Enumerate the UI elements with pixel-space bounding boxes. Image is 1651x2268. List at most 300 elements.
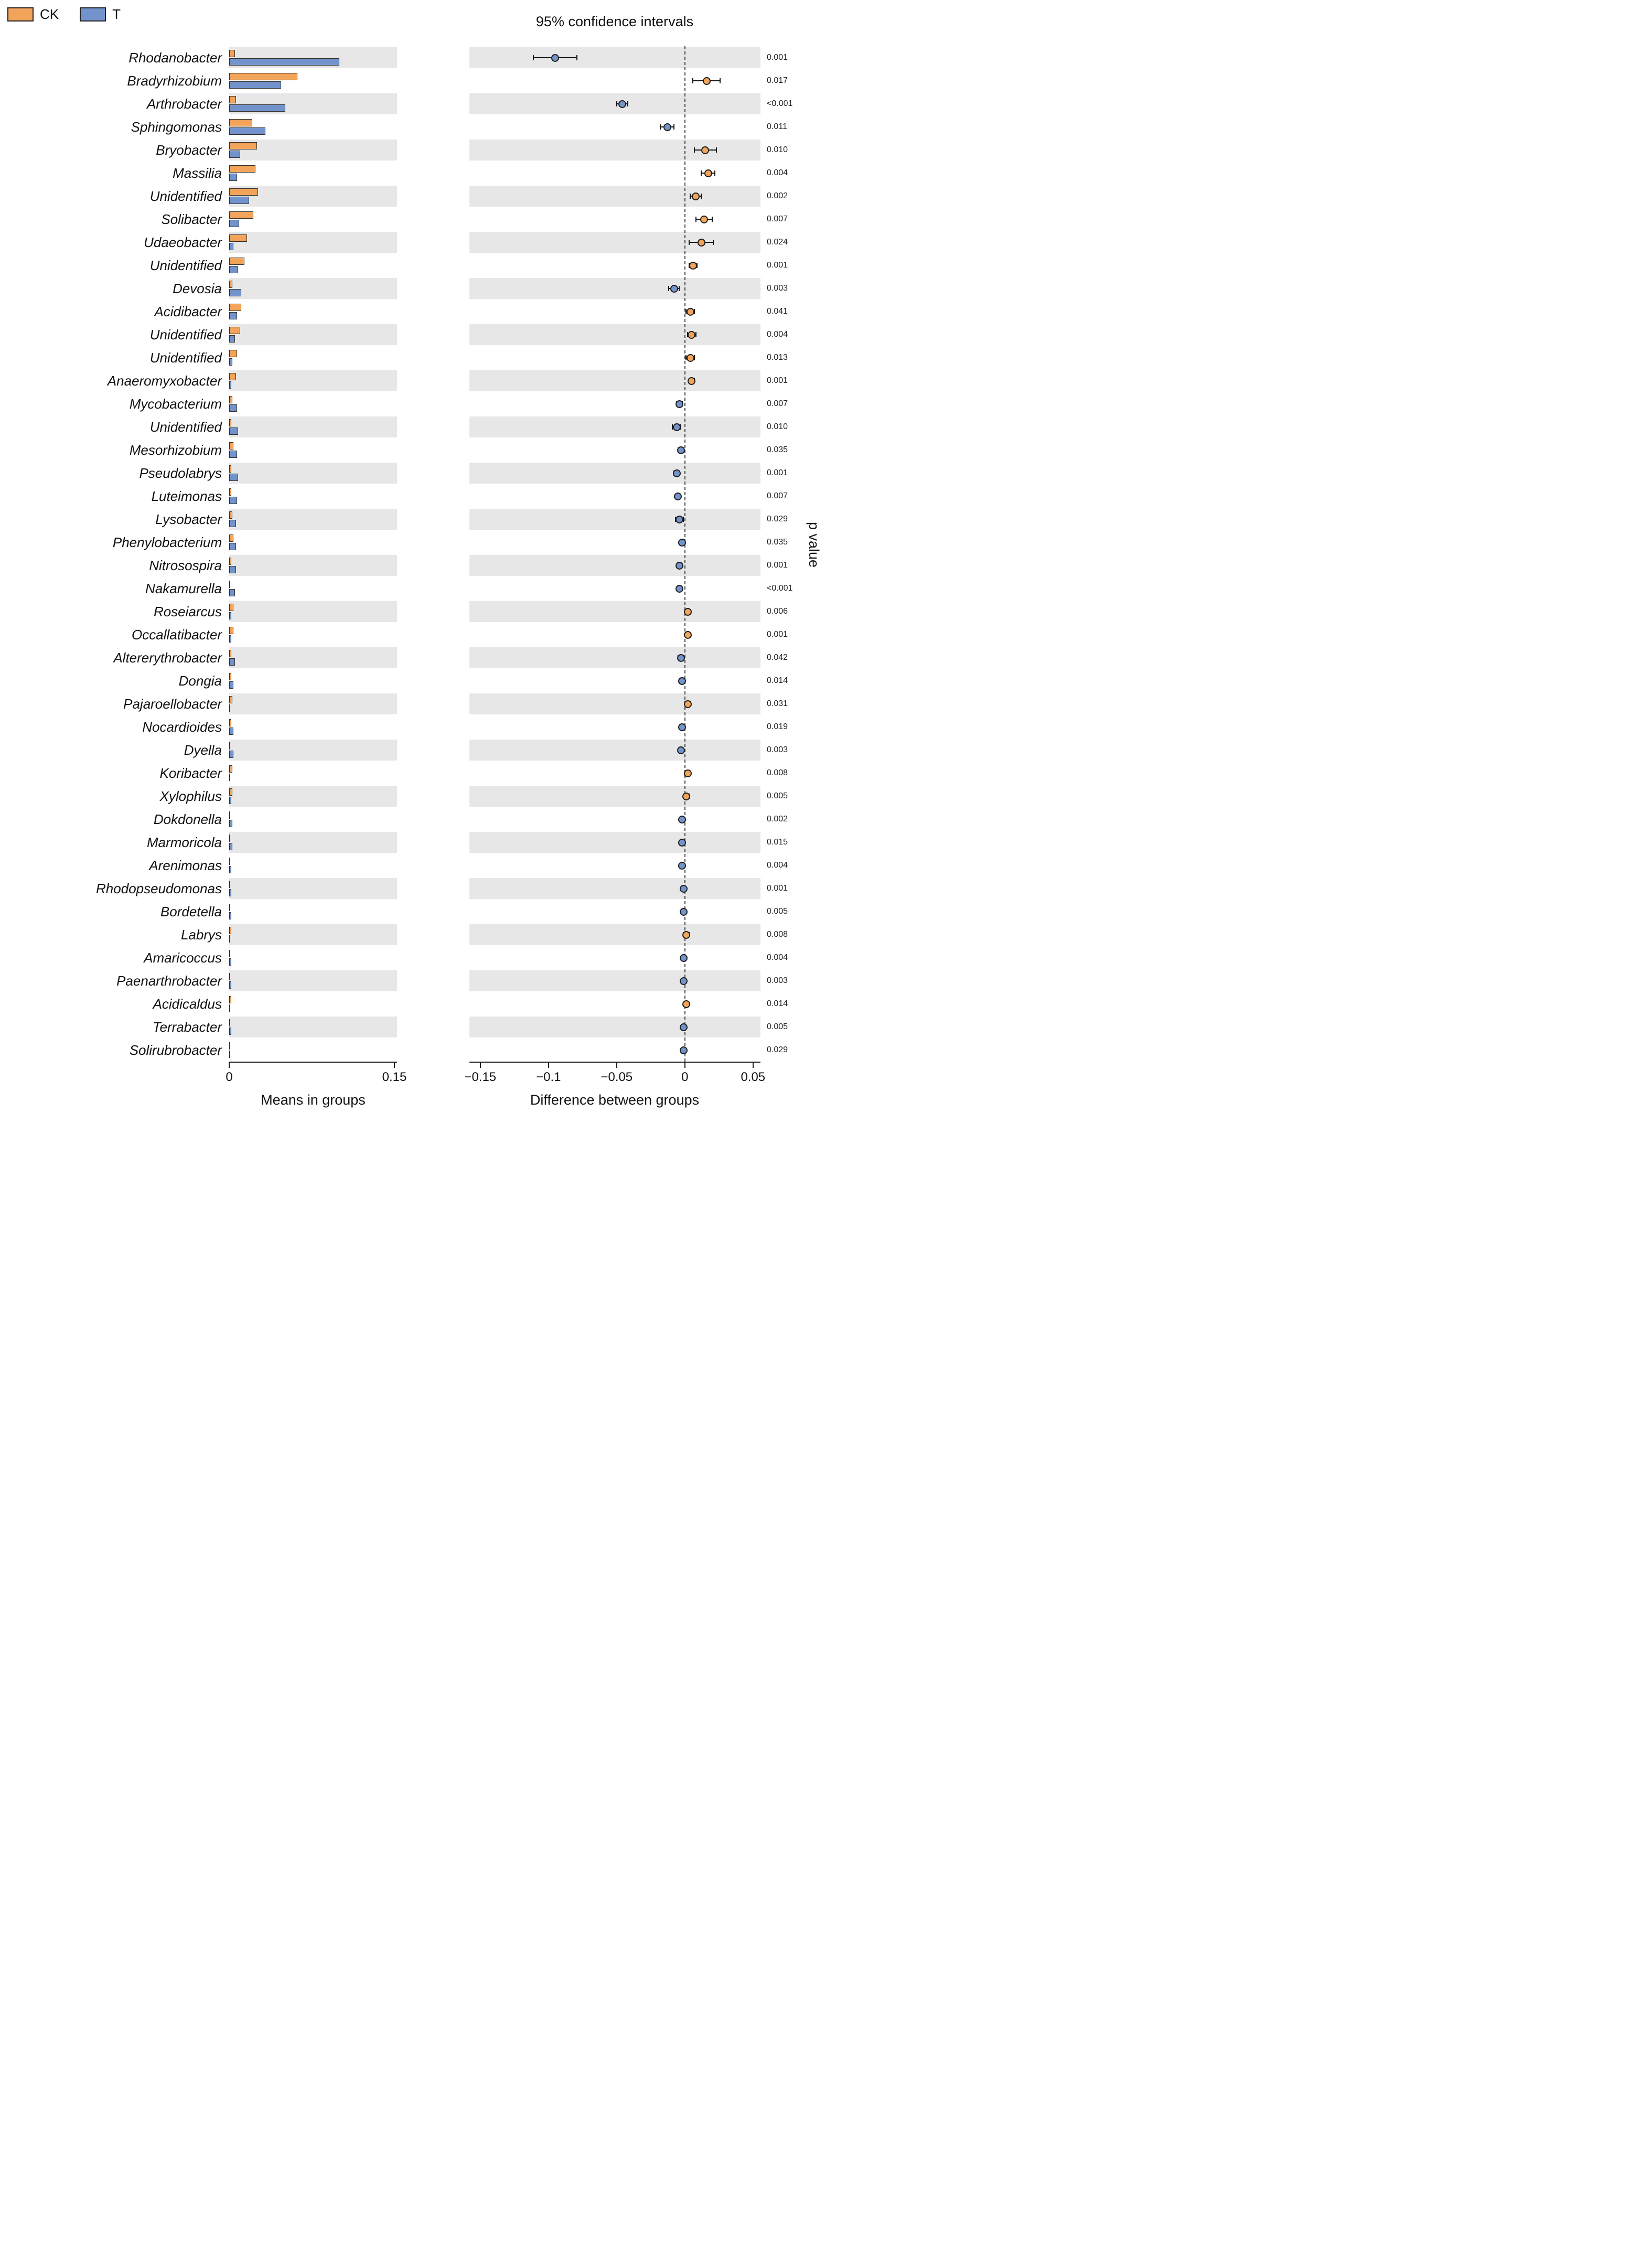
difference-dot: [676, 400, 683, 408]
row-band-right: [469, 740, 760, 761]
t-mean-bar: [229, 427, 238, 435]
t-mean-bar: [229, 774, 230, 781]
taxon-label: Bradyrhizobium: [127, 73, 222, 89]
row-band-right: [469, 1017, 760, 1037]
difference-axis-tick-label: −0.1: [536, 1070, 561, 1084]
p-value: 0.013: [767, 353, 788, 362]
taxon-label: Dyella: [184, 742, 222, 758]
row-band-right: [469, 463, 760, 484]
ck-mean-bar: [229, 604, 233, 611]
p-value: 0.017: [767, 76, 788, 85]
taxon-label: Rhodopseudomonas: [96, 881, 222, 896]
t-mean-bar: [229, 704, 230, 712]
ck-mean-bar: [229, 811, 230, 819]
stamp-extended-errorbar-figure: [0, 0, 826, 1134]
t-mean-bar: [229, 289, 241, 296]
means-axis-tick: [229, 1062, 230, 1068]
t-mean-bar: [229, 958, 231, 966]
difference-dot: [678, 723, 686, 731]
t-mean-bar: [229, 81, 281, 89]
difference-axis-tick: [548, 1062, 549, 1068]
difference-axis-tick-label: 0: [681, 1070, 689, 1084]
confidence-intervals-title: 95% confidence intervals: [535, 14, 694, 29]
p-value: 0.001: [767, 630, 788, 639]
t-mean-bar: [229, 451, 237, 458]
ck-mean-bar: [229, 950, 230, 957]
p-value: 0.011: [767, 122, 787, 131]
taxon-label: Marmoricola: [146, 835, 222, 850]
taxon-label: Roseiarcus: [153, 604, 222, 619]
ci-cap-right: [679, 286, 680, 291]
taxon-label: Unidentified: [149, 419, 222, 435]
row-band-right: [469, 186, 760, 207]
row-band-left: [229, 786, 397, 807]
row-band-left: [229, 647, 397, 668]
difference-dot: [687, 354, 694, 362]
difference-dot: [703, 77, 711, 85]
ck-mean-bar: [229, 881, 230, 888]
ck-mean-bar: [229, 142, 257, 149]
difference-dot: [704, 169, 712, 177]
ck-mean-bar: [229, 258, 244, 265]
t-mean-bar: [229, 681, 233, 689]
taxon-label: Mycobacterium: [129, 396, 222, 412]
ci-cap-left: [701, 170, 702, 176]
ck-mean-bar: [229, 719, 231, 726]
taxon-label: Sphingomonas: [131, 119, 222, 135]
t-mean-bar: [229, 935, 230, 943]
ck-mean-bar: [229, 581, 230, 588]
difference-dot: [688, 331, 695, 339]
ck-mean-bar: [229, 281, 232, 288]
taxon-label: Arenimonas: [149, 858, 222, 873]
t-mean-bar: [229, 174, 237, 181]
difference-dot: [700, 216, 708, 223]
taxon-label: Massilia: [173, 165, 222, 181]
row-band-left: [229, 693, 397, 714]
ci-cap-left: [695, 217, 696, 222]
ci-cap-right: [712, 217, 713, 222]
legend-t-swatch: [80, 7, 106, 22]
t-mean-bar: [229, 474, 238, 481]
taxon-label: Unidentified: [149, 350, 222, 366]
legend-ck-label: CK: [40, 6, 59, 22]
means-axis-title: Means in groups: [261, 1092, 366, 1108]
taxon-label: Bordetella: [160, 904, 222, 919]
difference-dot: [680, 885, 688, 893]
difference-axis-title: Difference between groups: [530, 1092, 700, 1108]
row-band-right: [469, 601, 760, 622]
chart-rows-area: [0, 46, 826, 1062]
means-axis-spine: [229, 1062, 397, 1063]
ck-mean-bar: [229, 835, 230, 842]
difference-dot: [680, 908, 688, 916]
row-band-left: [229, 601, 397, 622]
difference-axis-tick-label: 0.05: [741, 1070, 766, 1084]
t-mean-bar: [229, 658, 235, 666]
taxon-label: Koribacter: [159, 765, 222, 781]
p-value: 0.005: [767, 791, 788, 800]
ck-mean-bar: [229, 442, 233, 450]
difference-axis-tick: [616, 1062, 617, 1068]
taxon-label: Occallatibacter: [132, 627, 222, 643]
ck-mean-bar: [229, 765, 232, 773]
ck-mean-bar: [229, 927, 231, 934]
p-value: 0.014: [767, 999, 788, 1008]
t-mean-bar: [229, 589, 235, 596]
ci-cap-left: [690, 194, 691, 199]
p-value: 0.001: [767, 376, 788, 385]
row-band-right: [469, 970, 760, 991]
ck-mean-bar: [229, 650, 231, 657]
p-value: 0.001: [767, 468, 788, 477]
t-mean-bar: [229, 543, 236, 550]
difference-axis-spine: [469, 1062, 760, 1063]
ck-mean-bar: [229, 50, 235, 57]
ck-mean-bar: [229, 96, 236, 103]
p-value: 0.005: [767, 1022, 788, 1031]
t-mean-bar: [229, 520, 236, 527]
row-band-right: [469, 509, 760, 530]
ck-mean-bar: [229, 858, 230, 865]
row-band-right: [469, 232, 760, 253]
ck-mean-bar: [229, 558, 231, 565]
t-mean-bar: [229, 381, 231, 389]
ci-cap-right: [701, 194, 702, 199]
difference-dot: [676, 585, 683, 593]
p-value: 0.004: [767, 861, 788, 870]
taxon-label: Dongia: [178, 673, 222, 689]
p-value: 0.008: [767, 768, 788, 777]
row-band-left: [229, 324, 397, 345]
p-value: <0.001: [767, 99, 793, 108]
p-value: 0.010: [767, 145, 788, 154]
t-mean-bar: [229, 820, 232, 827]
ck-mean-bar: [229, 188, 258, 196]
difference-dot: [676, 562, 683, 570]
ck-mean-bar: [229, 696, 232, 703]
means-axis-tick: [394, 1062, 395, 1068]
t-mean-bar: [229, 358, 232, 366]
taxon-label: Pajaroellobacter: [123, 696, 222, 712]
t-mean-bar: [229, 751, 233, 758]
means-axis-tick-label: 0: [226, 1070, 233, 1084]
taxon-label: Nakamurella: [145, 581, 222, 596]
row-band-left: [229, 924, 397, 945]
p-value-axis-label: p value: [806, 522, 822, 568]
t-mean-bar: [229, 1004, 230, 1012]
ck-mean-bar: [229, 488, 231, 496]
difference-dot: [678, 862, 686, 870]
difference-dot: [682, 931, 690, 939]
difference-dot: [680, 977, 688, 985]
difference-dot: [676, 516, 683, 523]
difference-dot: [688, 377, 695, 385]
difference-dot: [670, 285, 678, 293]
taxon-label: Terrabacter: [153, 1019, 222, 1035]
difference-dot: [618, 100, 626, 108]
p-value: 0.003: [767, 976, 788, 985]
row-band-right: [469, 370, 760, 391]
difference-axis-tick-label: −0.15: [464, 1070, 497, 1084]
difference-dot: [680, 1046, 688, 1054]
taxon-label: Labrys: [180, 927, 222, 943]
legend: [7, 6, 121, 23]
difference-dot: [674, 493, 682, 500]
difference-dot: [663, 123, 671, 131]
ci-cap-left: [660, 124, 661, 130]
t-mean-bar: [229, 335, 235, 343]
row-band-right: [469, 555, 760, 576]
difference-dot: [677, 654, 685, 662]
t-mean-bar: [229, 243, 233, 250]
taxon-label: Acidicaldus: [153, 996, 222, 1012]
ck-mean-bar: [229, 627, 233, 634]
taxon-label: Nocardioides: [142, 719, 222, 735]
row-band-right: [469, 878, 760, 899]
p-value: 0.010: [767, 422, 788, 431]
p-value: 0.035: [767, 538, 788, 547]
difference-axis-tick: [480, 1062, 481, 1068]
taxon-label: Devosia: [173, 281, 222, 296]
taxon-label: Unidentified: [149, 327, 222, 343]
p-value: 0.006: [767, 607, 788, 616]
row-band-left: [229, 232, 397, 253]
ci-cap-right: [713, 240, 714, 245]
t-mean-bar: [229, 58, 339, 66]
row-band-right: [469, 47, 760, 68]
taxon-label: Solibacter: [161, 211, 222, 227]
ck-mean-bar: [229, 1042, 230, 1050]
t-mean-bar: [229, 843, 232, 850]
axes-area: [0, 1062, 826, 1130]
difference-dot: [677, 746, 685, 754]
ck-mean-bar: [229, 673, 231, 680]
p-value: 0.002: [767, 191, 788, 200]
p-value: 0.002: [767, 815, 788, 823]
taxon-label: Mesorhizobium: [129, 442, 222, 458]
difference-dot: [692, 192, 700, 200]
ck-mean-bar: [229, 396, 232, 403]
difference-dot: [678, 816, 686, 823]
t-mean-bar: [229, 981, 231, 989]
t-mean-bar: [229, 1051, 230, 1058]
p-value: 0.004: [767, 168, 788, 177]
p-value: 0.041: [767, 307, 788, 316]
ck-mean-bar: [229, 304, 241, 311]
ck-mean-bar: [229, 350, 237, 357]
p-value: 0.004: [767, 953, 788, 962]
ck-mean-bar: [229, 904, 230, 911]
ck-mean-bar: [229, 165, 255, 173]
p-value: 0.001: [767, 884, 788, 893]
difference-dot: [689, 262, 697, 270]
taxon-label: Unidentified: [149, 258, 222, 273]
p-value: 0.015: [767, 838, 788, 847]
t-mean-bar: [229, 728, 233, 735]
difference-axis-tick: [684, 1062, 685, 1068]
t-mean-bar: [229, 151, 240, 158]
t-mean-bar: [229, 197, 249, 204]
p-value: 0.004: [767, 330, 788, 339]
p-value: 0.001: [767, 53, 788, 62]
taxon-label: Solirubrobacter: [129, 1042, 222, 1058]
t-mean-bar: [229, 497, 237, 504]
p-value: 0.001: [767, 561, 788, 570]
p-value: 0.031: [767, 699, 788, 708]
row-band-right: [469, 416, 760, 437]
taxon-label: Acidibacter: [154, 304, 222, 319]
taxon-label: Paenarthrobacter: [116, 973, 222, 989]
difference-dot: [687, 308, 694, 316]
ck-mean-bar: [229, 73, 297, 80]
t-mean-bar: [229, 866, 231, 873]
row-band-right: [469, 278, 760, 299]
difference-dot: [551, 54, 559, 62]
t-mean-bar: [229, 127, 265, 135]
p-value: 0.007: [767, 215, 788, 223]
t-mean-bar: [229, 404, 237, 412]
ck-mean-bar: [229, 119, 252, 126]
taxon-label: Xylophilus: [159, 788, 222, 804]
ck-mean-bar: [229, 511, 232, 519]
difference-dot: [684, 608, 692, 616]
taxon-label: Udaeobacter: [144, 234, 222, 250]
legend-t-label: T: [112, 6, 121, 22]
p-value: 0.007: [767, 491, 788, 500]
ci-cap-left: [533, 55, 534, 60]
difference-dot: [680, 954, 688, 962]
p-value: 0.035: [767, 445, 788, 454]
p-value: 0.008: [767, 930, 788, 939]
ck-mean-bar: [229, 534, 233, 542]
row-band-left: [229, 970, 397, 991]
row-band-right: [469, 93, 760, 114]
row-band-left: [229, 509, 397, 530]
p-value: 0.007: [767, 399, 788, 408]
t-mean-bar: [229, 312, 237, 319]
t-mean-bar: [229, 566, 236, 573]
difference-dot: [684, 631, 692, 639]
difference-dot: [682, 1000, 690, 1008]
row-band-left: [229, 555, 397, 576]
p-value: 0.001: [767, 261, 788, 270]
row-band-left: [229, 278, 397, 299]
ci-cap-right: [673, 124, 674, 130]
taxon-label: Amaricoccus: [144, 950, 222, 966]
p-value: <0.001: [767, 584, 793, 593]
p-value: 0.019: [767, 722, 788, 731]
t-mean-bar: [229, 912, 231, 919]
row-band-left: [229, 463, 397, 484]
difference-dot: [673, 469, 681, 477]
taxon-label: Unidentified: [149, 188, 222, 204]
difference-dot: [684, 769, 692, 777]
t-mean-bar: [229, 612, 231, 619]
p-value: 0.005: [767, 907, 788, 916]
difference-dot: [680, 1023, 688, 1031]
ck-mean-bar: [229, 465, 231, 473]
means-axis-tick-label: 0.15: [382, 1070, 407, 1084]
t-mean-bar: [229, 889, 231, 896]
difference-dot: [678, 677, 686, 685]
ci-cap-left: [694, 147, 695, 153]
taxon-label: Pseudolabrys: [139, 465, 222, 481]
difference-axis-tick: [753, 1062, 754, 1068]
taxon-label: Dokdonella: [153, 811, 222, 827]
difference-dot: [678, 539, 686, 547]
ci-cap-left: [668, 286, 669, 291]
row-band-right: [469, 324, 760, 345]
ci-cap-right: [576, 55, 577, 60]
row-band-right: [469, 832, 760, 853]
legend-ck-swatch: [7, 7, 34, 22]
taxon-label: Luteimonas: [151, 488, 222, 504]
row-band-right: [469, 693, 760, 714]
difference-axis-tick-label: −0.05: [601, 1070, 633, 1084]
ck-mean-bar: [229, 419, 231, 426]
ck-mean-bar: [229, 973, 230, 980]
difference-dot: [673, 423, 681, 431]
taxon-label: Lysobacter: [155, 511, 222, 527]
taxon-label: Phenylobacterium: [112, 534, 222, 550]
ck-mean-bar: [229, 234, 247, 242]
row-band-left: [229, 832, 397, 853]
ck-mean-bar: [229, 1019, 230, 1026]
p-value: 0.014: [767, 676, 788, 685]
ci-cap-right: [627, 101, 628, 106]
ci-cap-left: [689, 240, 690, 245]
row-band-right: [469, 647, 760, 668]
p-value: 0.029: [767, 1045, 788, 1054]
taxon-label: Altererythrobacter: [113, 650, 222, 666]
taxon-label: Bryobacter: [156, 142, 222, 158]
ck-mean-bar: [229, 788, 232, 796]
difference-dot: [678, 839, 686, 847]
difference-dot: [698, 239, 705, 247]
p-value: 0.024: [767, 238, 788, 247]
ck-mean-bar: [229, 373, 236, 380]
taxon-label: Rhodanobacter: [128, 50, 222, 66]
ci-cap-right: [714, 170, 715, 176]
taxon-label: Anaeromyxobacter: [107, 373, 222, 389]
t-mean-bar: [229, 635, 231, 643]
row-band-left: [229, 370, 397, 391]
row-band-right: [469, 924, 760, 945]
difference-dot: [682, 793, 690, 800]
ci-cap-left: [692, 78, 693, 83]
difference-dot: [684, 700, 692, 708]
row-band-right: [469, 140, 760, 161]
taxon-label: Nitrosospira: [149, 558, 222, 573]
t-mean-bar: [229, 220, 239, 227]
ci-cap-left: [616, 101, 617, 106]
ck-mean-bar: [229, 742, 230, 750]
row-band-left: [229, 1017, 397, 1037]
row-band-left: [229, 416, 397, 437]
ci-cap-right: [720, 78, 721, 83]
ck-mean-bar: [229, 996, 231, 1003]
ci-cap-right: [716, 147, 717, 153]
t-mean-bar: [229, 797, 231, 804]
difference-dot: [701, 146, 709, 154]
p-value: 0.003: [767, 745, 788, 754]
p-value: 0.003: [767, 284, 788, 293]
row-band-left: [229, 740, 397, 761]
row-band-left: [229, 878, 397, 899]
p-value: 0.029: [767, 515, 788, 523]
taxon-label: Arthrobacter: [146, 96, 222, 112]
